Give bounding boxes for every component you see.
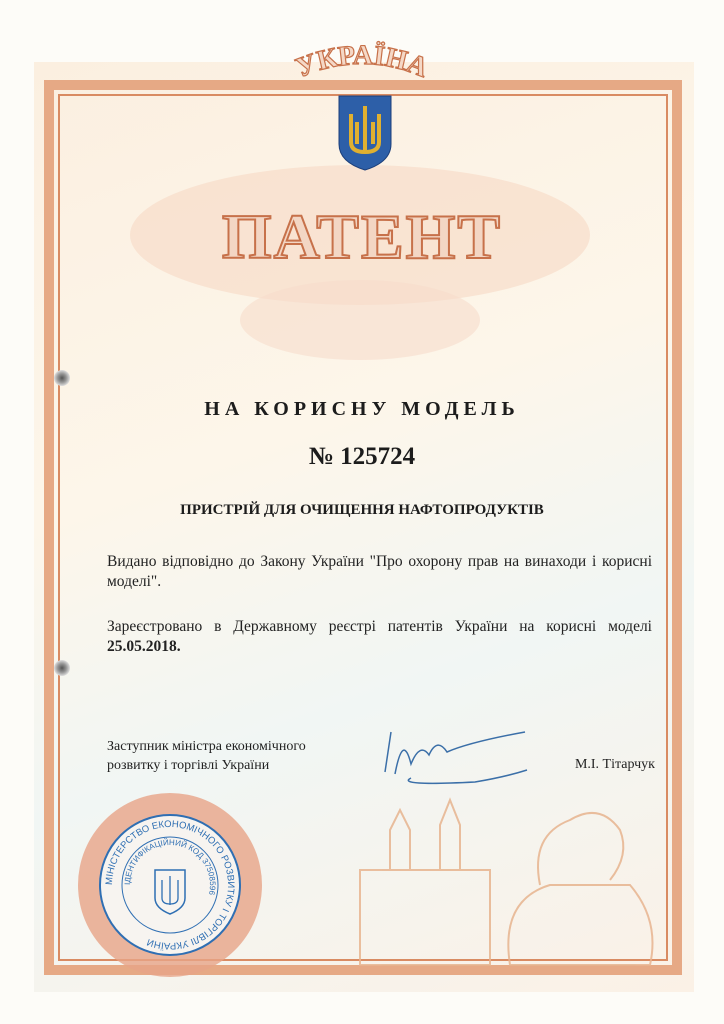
binding-hole — [54, 660, 70, 676]
svg-text:УКРАЇНА: УКРАЇНА — [291, 39, 433, 84]
registration-date: 25.05.2018. — [107, 638, 181, 655]
subtitle: НА КОРИСНУ МОДЕЛЬ — [204, 398, 520, 420]
signatory-position-line1: Заступник міністра економічного — [107, 739, 306, 754]
coat-of-arms-icon — [335, 92, 395, 172]
patent-number: № 125724 — [308, 443, 416, 470]
legal-basis-paragraph: Видано відповідно до Закону України "Про охорону прав на винаходи і корисні моделі". — [107, 553, 652, 590]
document-type-heading: ПАТЕНТ — [221, 201, 503, 272]
registration-text: Зареєстровано в Державному реєстрі патентів України на корисні моделі — [107, 618, 652, 635]
signatory-position — [107, 737, 347, 775]
signatory-name: М.І. Тітарчук — [574, 757, 655, 772]
signatory-position-line2: розвитку і торгівлі України — [107, 758, 270, 773]
invention-title: ПРИСТРІЙ ДЛЯ ОЧИЩЕННЯ НАФТОПРОДУКТІВ — [180, 502, 544, 518]
registration-paragraph — [107, 617, 652, 657]
country-name — [0, 30, 724, 90]
kyiv-monument-illustration — [330, 790, 670, 970]
svg-text:МІНІСТЕРСТВО ЕКОНОМІЧНОГО РОЗВ: МІНІСТЕРСТВО ЕКОНОМІЧНОГО РОЗВИТКУ І ТОРГІВЛІ УКРАЇНИ — [103, 818, 237, 952]
official-stamp — [75, 790, 265, 980]
binding-hole — [54, 370, 70, 386]
signature — [375, 722, 530, 788]
svg-text:ІДЕНТИФІКАЦІЙНИЙ КОД 37508596: ІДЕНТИФІКАЦІЙНИЙ КОД 37508596 — [122, 837, 218, 896]
